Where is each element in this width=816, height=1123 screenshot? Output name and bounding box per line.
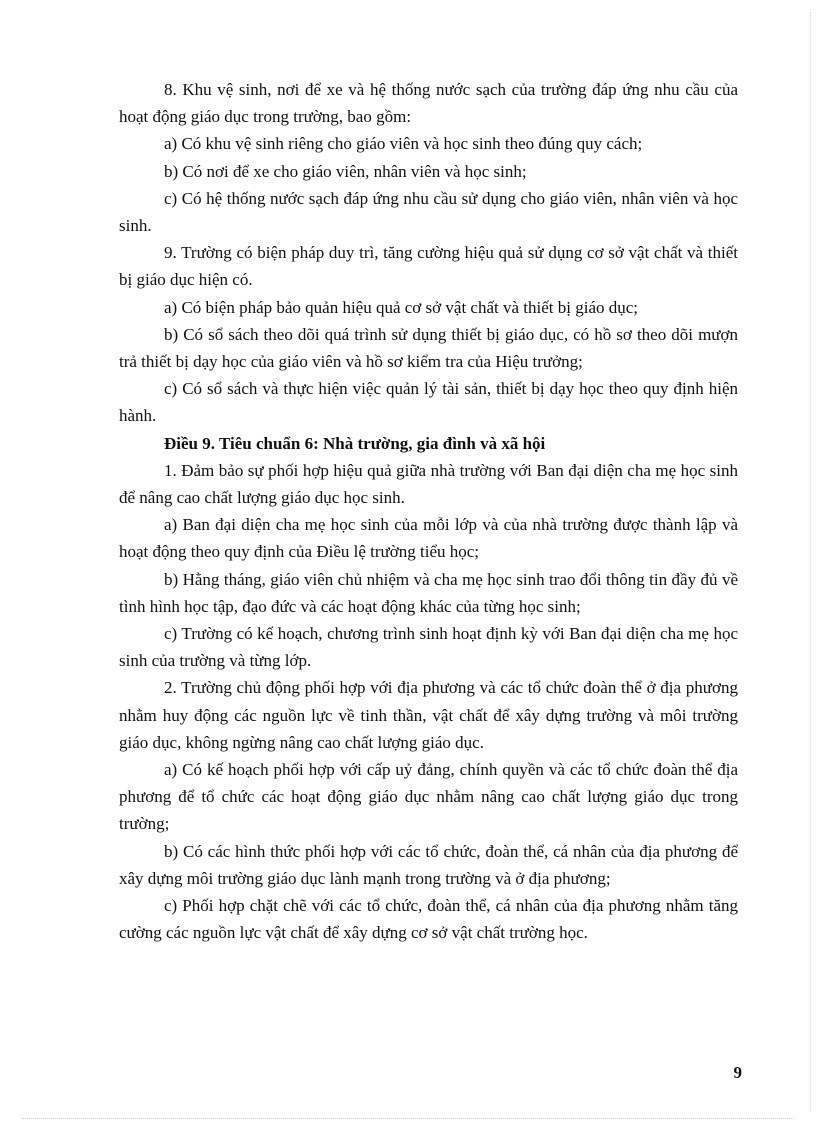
paragraph-criterion-1: 1. Đảm bảo sự phối hợp hiệu quả giữa nhà trường với Ban đại diện cha mẹ học sinh để nâng cao chất lượng giáo dục học sinh.: [119, 460, 738, 508]
document-body: [119, 76, 738, 947]
paragraph-criterion-8: 8. Khu vệ sinh, nơi để xe và hệ thống nước sạch của trường đáp ứng nhu cầu của hoạt động giáo dục trong trường, bao gồm:: [119, 80, 738, 127]
paragraph-9c: c) Có sổ sách và thực hiện việc quản lý tài sản, thiết bị dạy học theo quy định hiện hành.: [119, 379, 738, 426]
paragraph-2b: b) Có các hình thức phối hợp với các tổ chức, đoàn thể, cá nhân của địa phương để xây dựng môi trường giáo dục lành mạnh trong trường và ở địa phương;: [119, 841, 738, 888]
paragraph-9b: b) Có sổ sách theo dõi quá trình sử dụng thiết bị giáo dục, có hồ sơ theo dõi mượn trả thiết bị dạy học của giáo viên và hồ sơ kiểm tra của Hiệu trưởng;: [119, 324, 738, 372]
paragraph-1a: a) Ban đại diện cha mẹ học sinh của mỗi lớp và của nhà trường được thành lập và hoạt động theo quy định của Điều lệ trường tiểu học;: [119, 515, 738, 562]
paragraph-2a: a) Có kế hoạch phối hợp với cấp uỷ đảng, chính quyền và các tổ chức đoàn thể địa phương để tổ chức các hoạt động giáo dục nhằm nâng cao chất lượng giáo dục trong trường;: [119, 760, 738, 834]
paragraph-criterion-2: 2. Trường chủ động phối hợp với địa phương và các tổ chức đoàn thể ở địa phương nhằm huy động các nguồn lực về tinh thần, vật chất để xây dựng trường và môi trường giáo dục, không ngừng nâng cao chất lượng giáo dục.: [119, 678, 738, 752]
page-number: 9: [733, 1063, 742, 1082]
paragraph-2c: c) Phối hợp chặt chẽ với các tổ chức, đoàn thể, cá nhân của địa phương nhằm tăng cường các nguồn lực vật chất để xây dựng cơ sở vật chất trường học.: [119, 896, 738, 943]
paragraph-1b: b) Hằng tháng, giáo viên chủ nhiệm và cha mẹ học sinh trao đổi thông tin đầy đủ về tình hình học tập, đạo đức và các hoạt động khác của từng học sinh;: [119, 569, 738, 616]
page-bottom-border: [22, 1118, 794, 1119]
paragraph-9a: a) Có biện pháp bảo quản hiệu quả cơ sở vật chất và thiết bị giáo dục;: [164, 297, 639, 317]
paragraph-8a: a) Có khu vệ sinh riêng cho giáo viên và học sinh theo đúng quy cách;: [164, 134, 643, 154]
paragraph-8b: b) Có nơi để xe cho giáo viên, nhân viên và học sinh;: [164, 161, 527, 181]
article-9-heading: Điều 9. Tiêu chuẩn 6: Nhà trường, gia đình và xã hội: [164, 433, 546, 453]
paragraph-1c: c) Trường có kế hoạch, chương trình sinh hoạt định kỳ với Ban đại diện cha mẹ học sinh của trường và từng lớp.: [119, 624, 738, 671]
page-right-border: [810, 12, 811, 1112]
paragraph-8c: c) Có hệ thống nước sạch đáp ứng nhu cầu sử dụng cho giáo viên, nhân viên và học sinh.: [119, 188, 738, 236]
paragraph-criterion-9: 9. Trường có biện pháp duy trì, tăng cường hiệu quả sử dụng cơ sở vật chất và thiết bị giáo dục hiện có.: [119, 243, 738, 290]
